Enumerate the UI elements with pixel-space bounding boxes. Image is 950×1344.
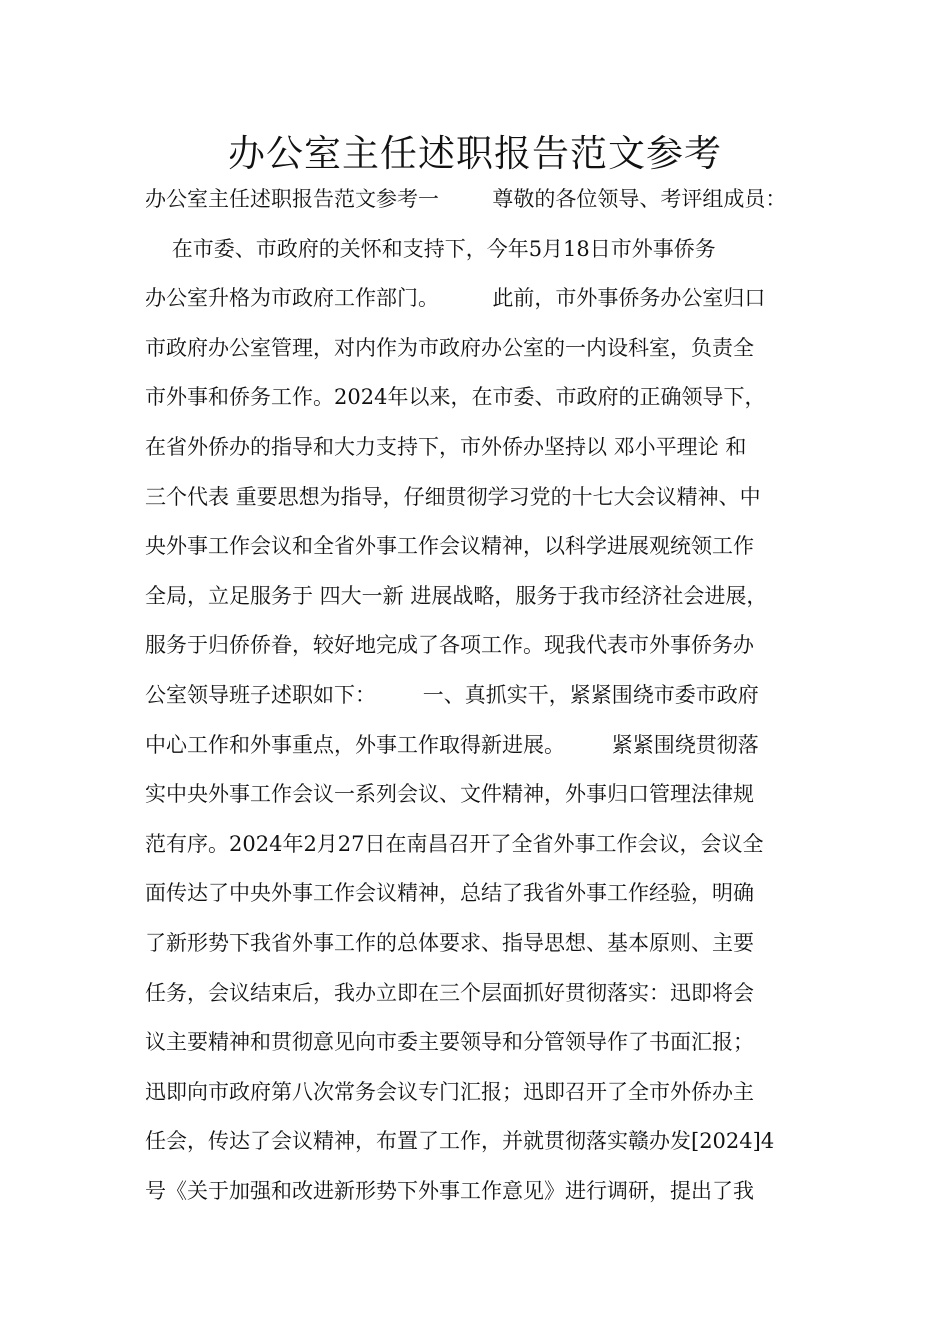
document-title: 办公室主任述职报告范文参考 [228, 132, 722, 175]
body-line: 在市委、市政府的关怀和支持下，今年5月18日市外事侨务 [145, 236, 716, 261]
body-line: 了新形势下我省外事工作的总体要求、指导思想、基本原则、主要 [145, 930, 754, 955]
body-line: 市外事和侨务工作。2024年以来，在市委、市政府的正确领导下， [145, 385, 766, 410]
document-body [145, 175, 825, 1216]
body-line: 在省外侨办的指导和大力支持下，市外侨办坚持以 邓小平理论 和 [145, 434, 747, 459]
body-line: 办公室升格为市政府工作部门。 此前，市外事侨务办公室归口 [145, 286, 766, 311]
body-line: 迅即向市政府第八次常务会议专门汇报；迅即召开了全市外侨办主 [145, 1079, 754, 1104]
body-line: 任务，会议结束后，我办立即在三个层面抓好贯彻落实：迅即将会 [145, 980, 754, 1005]
body-line: 市政府办公室管理，对内作为市政府办公室的一内设科室，负责全 [145, 335, 754, 360]
body-line: 公室领导班子述职如下： 一、真抓实干，紧紧围绕市委市政府 [145, 682, 759, 707]
body-line: 中心工作和外事重点，外事工作取得新进展。 紧紧围绕贯彻落 [145, 732, 759, 757]
body-line: 央外事工作会议和全省外事工作会议精神，以科学进展观统领工作 [145, 534, 754, 559]
body-line: 实中央外事工作会议一系列会议、文件精神，外事归口管理法律规 [145, 782, 754, 807]
body-line: 三个代表 重要思想为指导，仔细贯彻学习党的十七大会议精神、中 [145, 484, 761, 509]
body-line: 范有序。2024年2月27日在南昌召开了全省外事工作会议，会议全 [145, 831, 764, 856]
body-line: 全局，立足服务于 四大一新 进展战略，服务于我市经济社会进展， [145, 583, 768, 608]
body-line: 议主要精神和贯彻意见向市委主要领导和分管领导作了书面汇报； [145, 1030, 754, 1055]
body-line: 服务于归侨侨眷，较好地完成了各项工作。现我代表市外事侨务办 [145, 633, 754, 658]
body-line: 办公室主任述职报告范文参考一 尊敬的各位领导、考评组成员： [145, 187, 787, 211]
body-line: 号《关于加强和改进新形势下外事工作意见》进行调研，提出了我 [145, 1178, 754, 1203]
body-line: 面传达了中央外事工作会议精神，总结了我省外事工作经验，明确 [145, 881, 754, 906]
body-line: 任会，传达了会议精神，布置了工作，并就贯彻落实赣办发[2024]4 [145, 1129, 775, 1154]
